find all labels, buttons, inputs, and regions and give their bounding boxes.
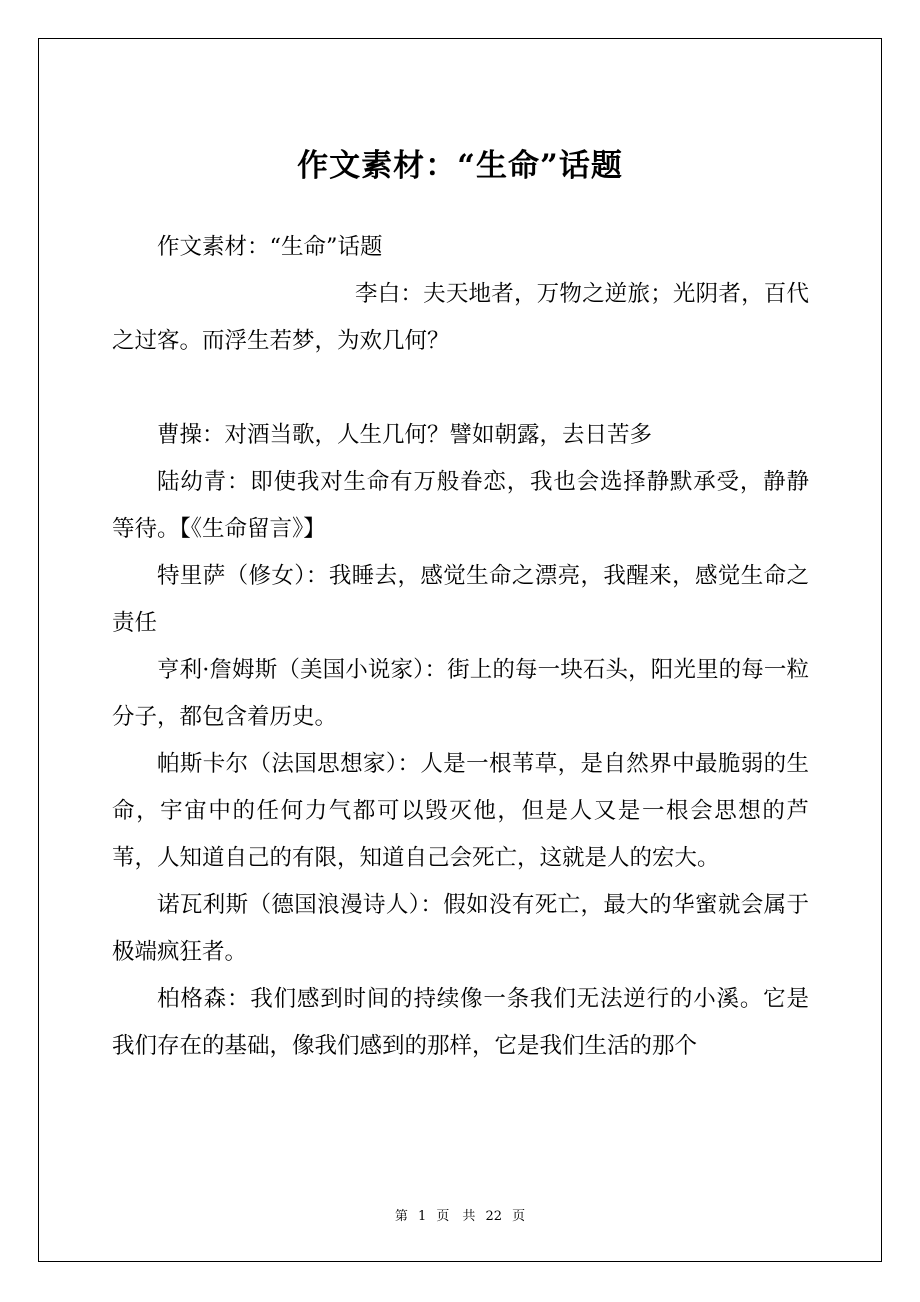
paragraph-subtitle: 作文素材：“生命”话题 xyxy=(157,234,383,260)
paragraph-bergson: 柏格森：我们感到时间的持续像一条我们无法逆行的小溪。它是我们存在的基础，像我们感到的那样，它是我们生活的那个 xyxy=(112,986,809,1059)
paragraph-li-bai: 李白：夫天地者，万物之逆旅；光阴者，百代之过客。而浮生若梦，为欢几何？ xyxy=(112,281,809,354)
paragraph-cao-cao: 曹操：对酒当歌，人生几何？譬如朝露，去日苦多 xyxy=(157,422,653,448)
paragraph-henry-james: 亨利·詹姆斯（美国小说家）：街上的每一块石头，阳光里的每一粒分子，都包含着历史。 xyxy=(112,657,809,730)
document-title: 作文素材：“生命”话题 xyxy=(297,148,623,184)
paragraph-spacer xyxy=(112,365,809,412)
paragraph-teresa: 特里萨（修女）：我睡去，感觉生命之漂亮，我醒来，感觉生命之责任 xyxy=(112,563,809,636)
page-number-footer: 第 1 页 共 22 页 xyxy=(394,1209,526,1224)
document-body xyxy=(112,224,809,1070)
paragraph-lu-youqing: 陆幼青：即使我对生命有万般眷恋，我也会选择静默承受，静静等待。【《生命留言》】 xyxy=(112,469,809,542)
paragraph-novalis: 诺瓦利斯（德国浪漫诗人）：假如没有死亡，最大的华蜜就会属于极端疯狂者。 xyxy=(112,892,809,965)
paragraph-pascal: 帕斯卡尔（法国思想家）：人是一根苇草，是自然界中最脆弱的生命，宇宙中的任何力气都可以毁灭他，但是人又是一根会思想的芦苇，人知道自己的有限，知道自己会死亡，这就是人的宏大。 xyxy=(112,751,809,871)
